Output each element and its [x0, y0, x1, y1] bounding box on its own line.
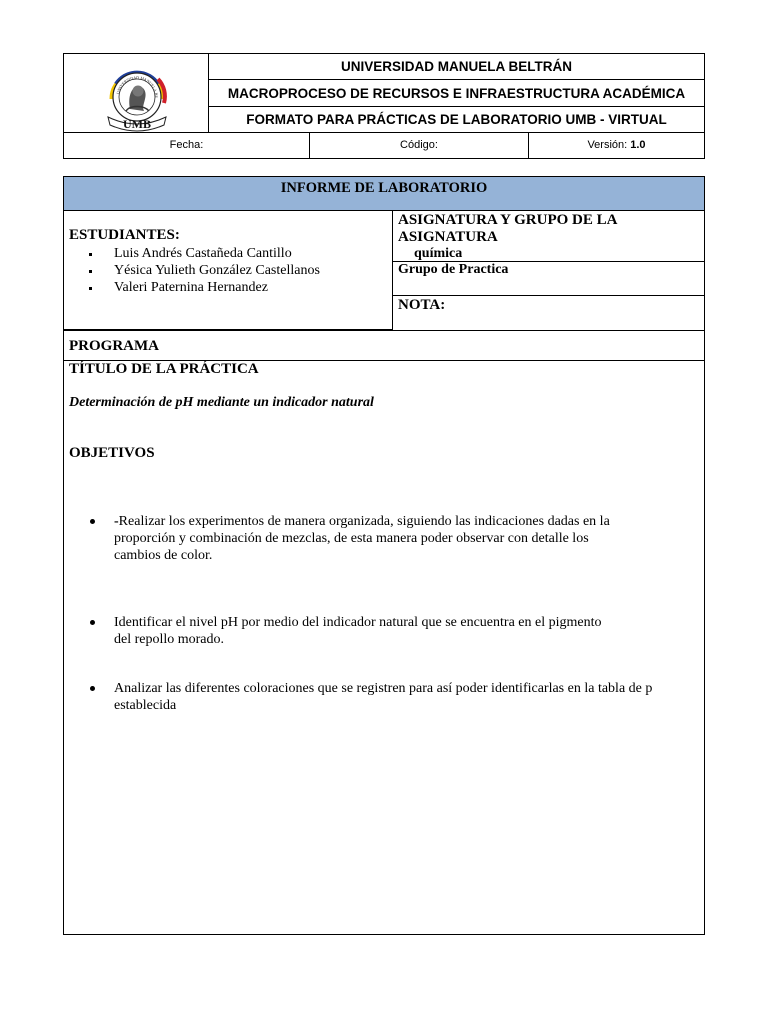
header-meta-row — [64, 132, 704, 158]
programa-label: PROGRAMA — [64, 330, 704, 361]
student-item: Luis Andrés Castañeda Cantillo — [86, 245, 320, 262]
document-header — [63, 53, 705, 159]
logo-cell — [64, 54, 209, 132]
students-title: ESTUDIANTES: — [69, 227, 180, 243]
logo-text: UMB — [123, 117, 151, 131]
format-title: FORMATO PARA PRÁCTICAS DE LABORATORIO UMB - VIRTUAL — [246, 112, 667, 127]
asignatura-value: química — [414, 246, 463, 261]
titulo-value: Determinación de pH mediante un indicador natural — [69, 395, 374, 410]
practice-content: TÍTULO DE LA PRÁCTICA Determinación de pH mediante un indicador natural OBJETIVOS -Realizar los experimentos de manera organizada, siguiendo las indicaciones dadas en la proporción y combinación de mezclas, de esta manera poder observar con detalle los cambios de color. Identificar el nivel pH por medio del indicador natural que se encuentra en el pigmento del repollo morado. Analizar las diferentes coloraciones que se registren para así poder identificarlas en la tabla de p establecida — [64, 361, 704, 934]
titulo-label: TÍTULO DE LA PRÁCTICA — [69, 361, 259, 377]
objetivos-label: OBJETIVOS — [69, 445, 155, 461]
grupo-practica-label: Grupo de Practica — [393, 262, 704, 296]
objective-item: Analizar las diferentes coloraciones que se registren para así poder identificarlas en la tabla de p establecida — [90, 680, 708, 720]
umb-logo — [94, 59, 180, 133]
lab-report-form — [63, 176, 705, 935]
students-list — [86, 245, 320, 296]
student-item: Yésica Yulieth González Castellanos — [86, 262, 320, 279]
asignatura-title: ASIGNATURA Y GRUPO DE LA ASIGNATURA — [398, 212, 617, 245]
fecha-field: Fecha: — [64, 133, 310, 158]
macroprocess-title: MACROPROCESO DE RECURSOS E INFRAESTRUCTURA ACADÉMICA — [209, 80, 704, 107]
bullet-icon — [90, 620, 95, 625]
bullet-icon — [90, 686, 95, 691]
report-band-title: INFORME DE LABORATORIO — [64, 177, 704, 211]
logo-ring-text: UNIVERSIDAD MANUELA BE — [115, 74, 160, 98]
codigo-field: Código: — [310, 133, 529, 158]
version-value: 1.0 — [630, 139, 646, 151]
university-name: UNIVERSIDAD MANUELA BELTRÁN — [209, 54, 704, 80]
version-field: Versión: 1.0 — [587, 139, 646, 151]
asignatura-cell — [393, 211, 704, 262]
nota-label: NOTA: — [398, 297, 446, 313]
student-item: Valeri Paternina Hernandez — [86, 279, 320, 296]
bullet-icon — [90, 519, 95, 524]
students-cell — [64, 211, 393, 330]
